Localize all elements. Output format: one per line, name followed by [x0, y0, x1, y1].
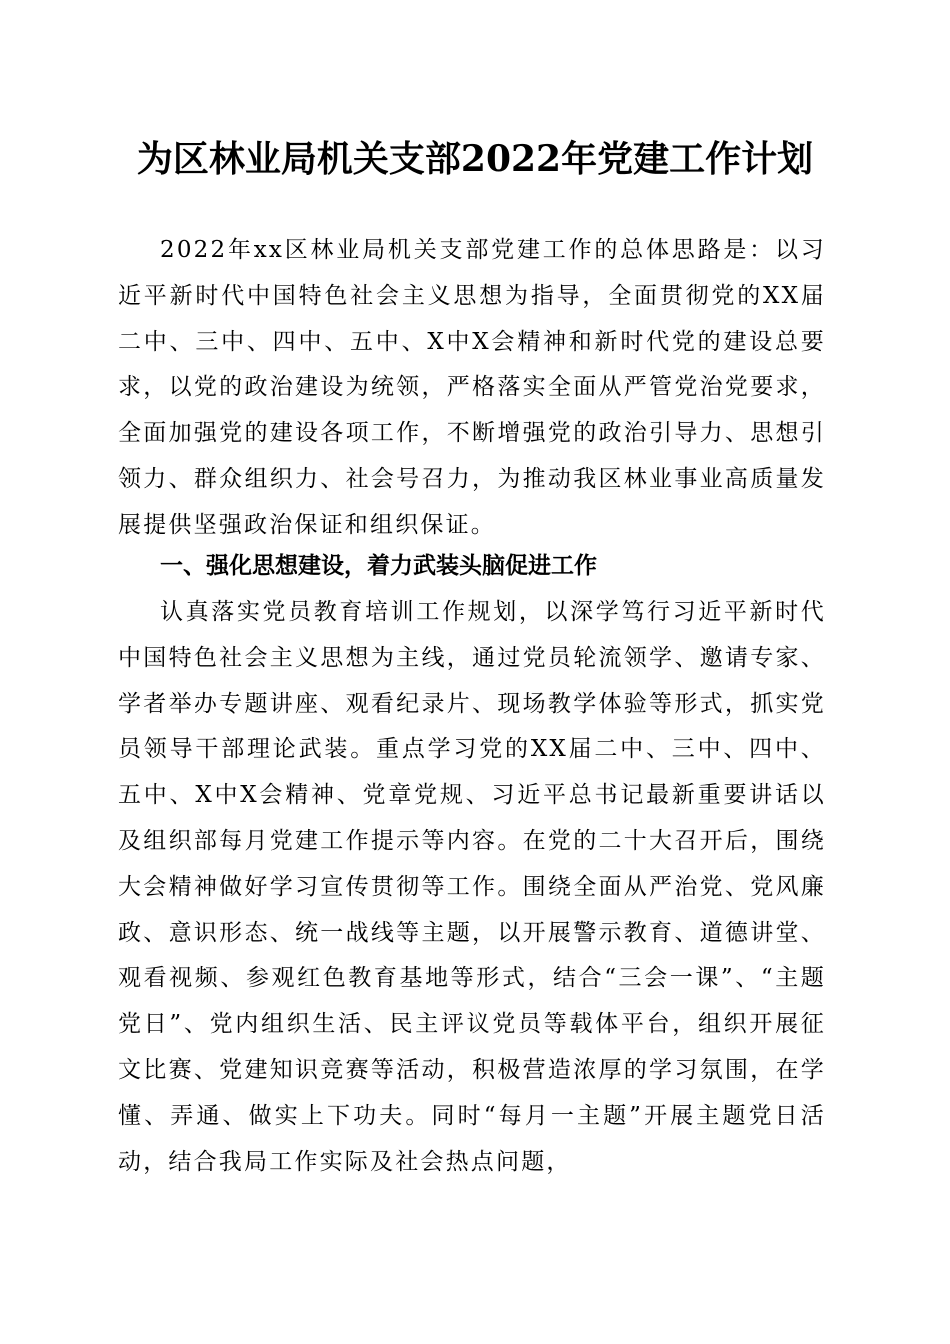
section-1-paragraph: 认真落实党员教育培训工作规划，以深学笃行习近平新时代中国特色社会主义思想为主线，通过党员轮流领学、邀请专家、学者举办专题讲座、观看纪录片、现场教学体验等形式，抓实党员领导干部理论武装。重点学习党的XX届二中、三中、四中、五中、X中X会精神、党章党规、习近平总书记最新重要讲话以及组织部每月党建工作提示等内容。在党的二十大召开后，围绕大会精神做好学习宣传贯彻等工作。围绕全面从严治党、党风廉政、意识形态、统一战线等主题，以开展警示教育、道德讲堂、观看视频、参观红色教育基地等形式，结合“三会一课”、“主题党日”、党内组织生活、民主评议党员等载体平台，组织开展征文比赛、党建知识竞赛等活动，积极营造浓厚的学习氛围，在学懂、弄通、做实上下功夫。同时“每月一主题”开展主题党日活动，结合我局工作实际及社会热点问题，	[118, 599, 826, 1175]
document-title: 为区林业局机关支部2022年党建工作计划	[136, 138, 814, 180]
intro-paragraph: 2022年xx区林业局机关支部党建工作的总体思路是：以习近平新时代中国特色社会主义思想为指导，全面贯彻党的XX届二中、三中、四中、五中、X中X会精神和新时代党的建设总要求，以党的政治建设为统领，严格落实全面从严管党治党要求，全面加强党的建设各项工作，不断增强党的政治引导力、思想引领力、群众组织力、社会号召力，为推动我区林业事业高质量发展提供坚强政治保证和组织保证。	[118, 237, 826, 538]
section-heading-1: 一、强化思想建设，着力武装头脑促进工作	[160, 553, 597, 579]
